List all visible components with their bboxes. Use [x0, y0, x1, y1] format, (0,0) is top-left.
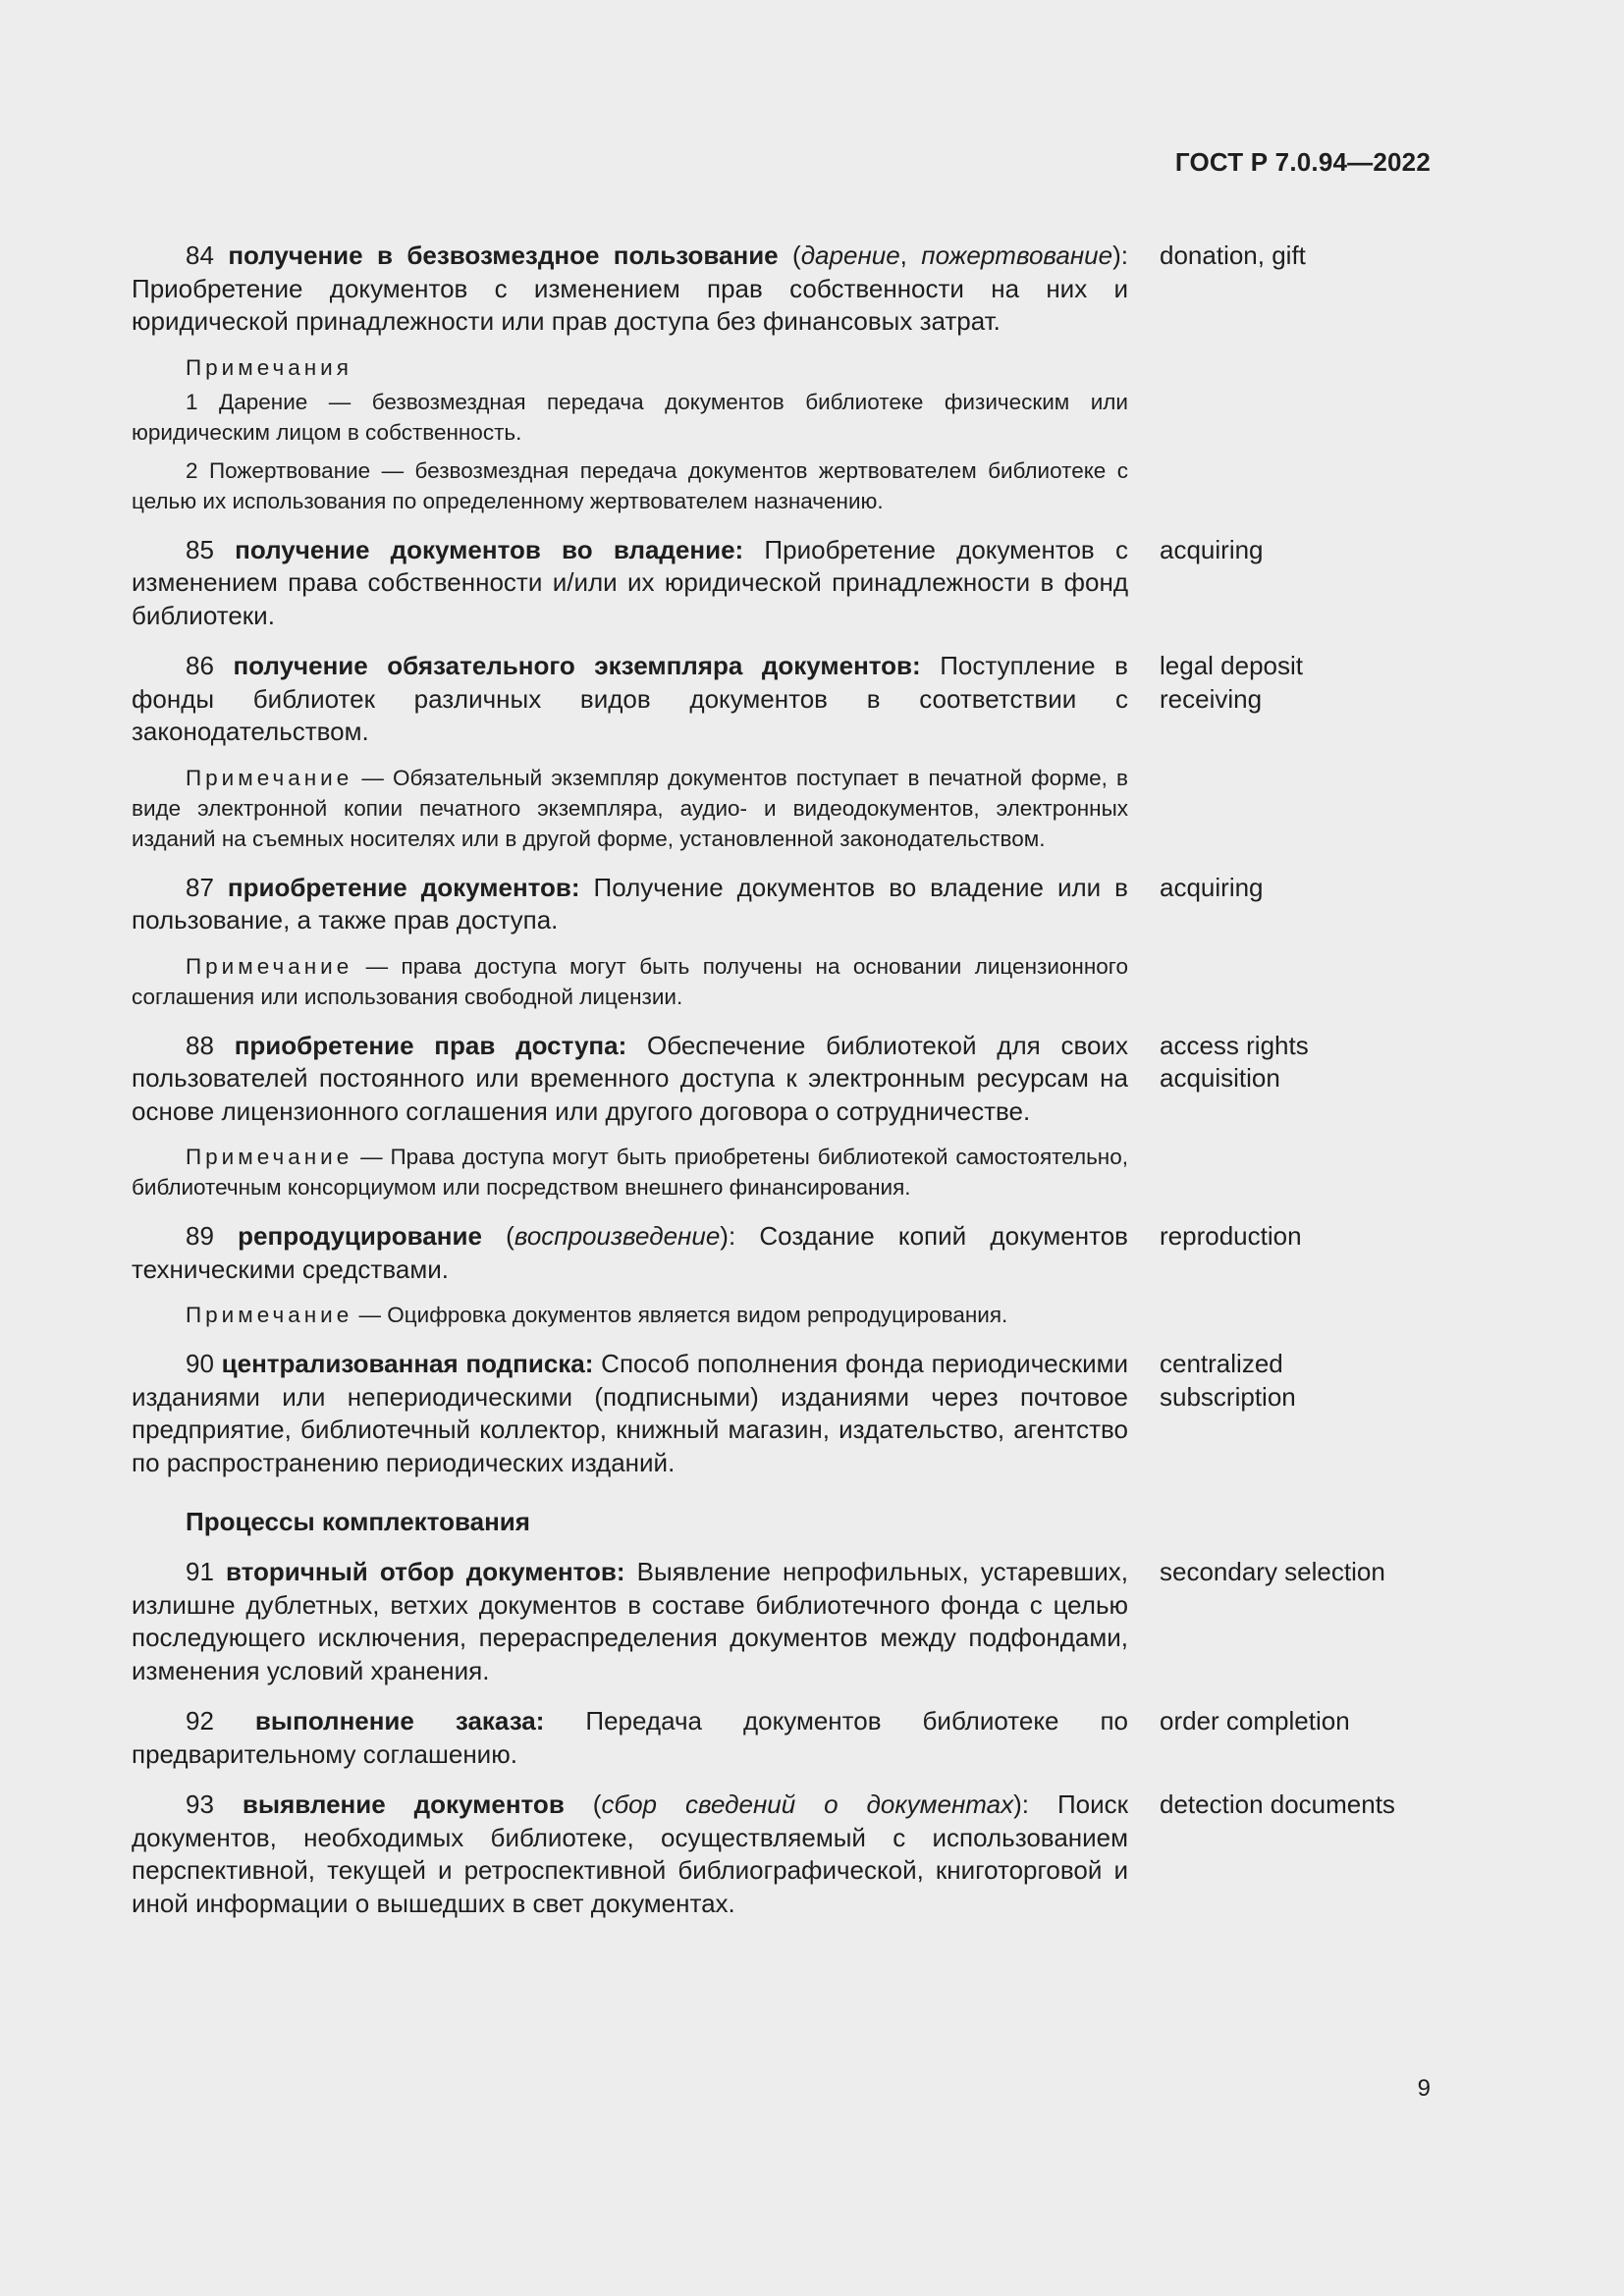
term-synonym: сбор сведений о документах — [601, 1789, 1014, 1819]
synonym-open: ( — [481, 1221, 514, 1251]
term-definition — [132, 650, 1128, 749]
term-definition — [132, 534, 1128, 633]
term-definition — [132, 240, 1128, 339]
note-item — [132, 1142, 1128, 1202]
note-item: 1 Дарение — безвозмездная передача документов библиотеке физическим или юридическим лицом в собственность. — [132, 389, 1128, 445]
term-name: приобретение документов: — [227, 872, 580, 902]
synonym-separator: , — [899, 240, 922, 270]
term-name: выполнение заказа: — [254, 1706, 545, 1735]
note-label: Примечание — [186, 953, 353, 979]
notes-title: Примечания — [186, 354, 352, 380]
term-definition — [132, 1789, 1128, 1920]
page-number: 9 — [1417, 2075, 1431, 2102]
term-synonym: дарение — [800, 240, 900, 270]
term-number: 91 — [186, 1557, 214, 1586]
term-name: вторичный отбор документов: — [226, 1557, 625, 1586]
note-item — [132, 763, 1128, 854]
definition-text: ): Поиск документов, необходимых библиотеке, осуществляемый с использованием перспективной, текущей и ретроспективной библиографической, книготорговой и иной информации о вышедших в свет документах. — [132, 1789, 1128, 1918]
definition-text: Передача документов библиотеке по предварительному соглашению. — [132, 1706, 1128, 1769]
note-item — [132, 951, 1128, 1012]
english-equivalent: donation, gift — [1160, 240, 1306, 270]
definition-text: Выявление непрофильных, устаревших, излишне дублетных, ветхих документов в составе библиотечного фонда с целью последующего исключения, перераспределения документов между подфондами, изменения условий хранения. — [132, 1557, 1128, 1685]
term-name: получение в безвозмездное пользование — [228, 240, 779, 270]
term-name: получение обязательного экземпляра документов: — [233, 651, 921, 680]
term-entry-86 — [132, 650, 1428, 749]
note-item — [132, 1300, 1128, 1330]
term-name: получение документов во владение: — [235, 534, 744, 564]
english-equivalent: access rights acquisition — [1160, 1030, 1309, 1093]
definition-text: Получение документов во владение или в пользование, а также прав доступа. — [132, 872, 1128, 934]
note-text: — Права доступа могут быть приобретены библиотекой самостоятельно, библиотечным консорциумом или посредством внешнего финансирования. — [132, 1145, 1128, 1200]
term-number: 87 — [186, 872, 214, 902]
definition-text: ): Создание копий документов техническими средствами. — [132, 1221, 1128, 1284]
term-definition — [132, 872, 1128, 937]
english-equivalent: order completion — [1160, 1706, 1350, 1735]
term-definition — [132, 1705, 1128, 1771]
definition-text: Приобретение документов с изменением права собственности и/или их юридической принадлежности в фонд библиотеки. — [132, 534, 1128, 630]
synonym-open: ( — [778, 240, 801, 270]
term-number: 92 — [186, 1706, 214, 1735]
term-number: 88 — [186, 1030, 214, 1060]
term-entry-93 — [132, 1789, 1428, 1920]
note-block — [132, 1300, 1128, 1330]
note-block — [132, 1142, 1128, 1202]
note-text: — Обязательный экземпляр документов поступает в печатной форме, в виде электронной копии печатного экземпляра, аудио- и видеодокументов, электронных изданий на съемных носителях или в другой форме, установленной законодательством. — [132, 765, 1128, 851]
term-number: 93 — [186, 1789, 214, 1819]
term-definition — [132, 1220, 1128, 1286]
english-equivalent: acquiring — [1160, 534, 1264, 564]
term-number: 84 — [186, 240, 214, 270]
note-item: 2 Пожертвование — безвозмездная передача документов жертвователем библиотеке с целью их использования по определенному жертвователем назначению. — [132, 457, 1128, 513]
section-heading: Процессы комплектования — [186, 1507, 530, 1536]
term-synonym: пожертвование — [921, 240, 1113, 270]
term-entry-85 — [132, 534, 1428, 633]
term-entry-88 — [132, 1030, 1428, 1129]
term-synonym: воспроизведение — [514, 1221, 721, 1251]
term-entry-89 — [132, 1220, 1428, 1286]
note-label: Примечание — [186, 1145, 353, 1169]
synonym-open: ( — [564, 1789, 602, 1819]
term-entry-91 — [132, 1556, 1428, 1687]
note-text: — Оцифровка документов является видом репродуцирования. — [352, 1303, 1008, 1327]
term-name: приобретение прав доступа: — [234, 1030, 627, 1060]
english-equivalent: legal deposit receiving — [1160, 651, 1303, 714]
note-block — [132, 763, 1128, 854]
english-equivalent: centralized subscription — [1160, 1349, 1296, 1412]
term-name: выявление документов — [242, 1789, 565, 1819]
term-entry-84 — [132, 240, 1428, 339]
definition-text: ): Приобретение документов с изменением прав собственности на них и юридической принадлежности или прав доступа без финансовых затрат. — [132, 240, 1128, 336]
english-equivalent: acquiring — [1160, 872, 1264, 902]
english-equivalent: reproduction — [1160, 1221, 1302, 1251]
term-definition — [132, 1030, 1128, 1129]
definition-text: Обеспечение библиотекой для своих пользователей постоянного или временного доступа к электронным ресурсам на основе лицензионного соглашения или другого договора о сотрудничестве. — [132, 1030, 1128, 1126]
document-standard-id: ГОСТ Р 7.0.94—2022 — [1174, 147, 1431, 177]
term-number: 90 — [186, 1349, 214, 1378]
term-number: 85 — [186, 534, 214, 564]
term-number: 86 — [186, 651, 214, 680]
note-block — [132, 352, 1128, 516]
note-label: Примечание — [186, 765, 353, 790]
terms-content — [132, 240, 1428, 1920]
english-equivalent: detection documents — [1160, 1789, 1395, 1819]
note-block — [132, 951, 1128, 1012]
definition-text: Способ пополнения фонда периодическими изданиями или непериодическими (подписными) изданиями через почтовое предприятие, библиотечный коллектор, книжный магазин, издательство, агентство по распространению периодических изданий. — [132, 1349, 1128, 1477]
term-entry-90 — [132, 1348, 1428, 1479]
note-label: Примечание — [186, 1303, 353, 1327]
term-entry-92 — [132, 1705, 1428, 1771]
term-number: 89 — [186, 1221, 214, 1251]
english-equivalent: secondary selection — [1160, 1557, 1385, 1586]
definition-text: Поступление в фонды библиотек различных видов документов в соответствии с законодательством. — [132, 651, 1128, 746]
term-entry-87 — [132, 872, 1428, 937]
term-name: централизованная подписка: — [221, 1349, 594, 1378]
term-name: репродуцирование — [238, 1221, 482, 1251]
term-definition — [132, 1556, 1128, 1687]
note-text: — права доступа могут быть получены на основании лицензионного соглашения или использования свободной лицензии. — [132, 953, 1128, 1009]
term-definition — [132, 1348, 1128, 1479]
